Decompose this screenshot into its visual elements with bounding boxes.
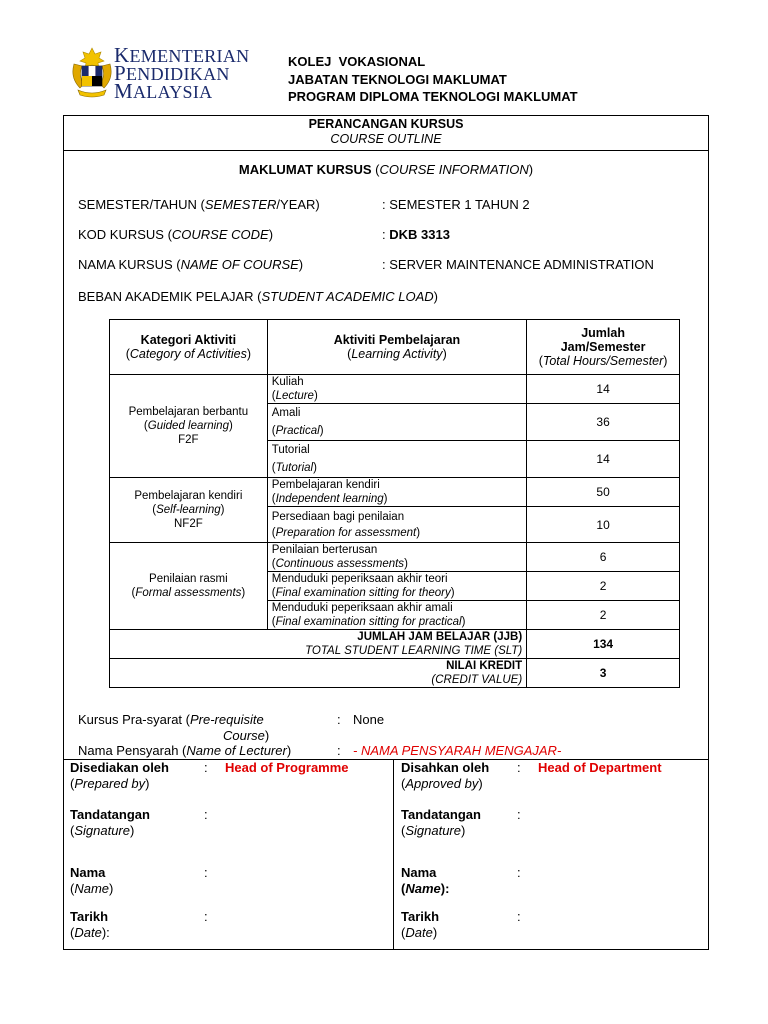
table-row: Pembelajaran berbantu (Guided learning) F2F Kuliah (Lecture) 14 xyxy=(110,375,680,404)
right-signature-label: Tandatangan (Signature) xyxy=(401,807,481,838)
hours-cell: 2 xyxy=(527,601,680,630)
left-name-label: Nama (Name) xyxy=(70,865,114,896)
table-header-row xyxy=(110,320,680,375)
credit-value: 3 xyxy=(527,659,680,688)
table-row: Menduduki peperiksaan akhir teori (Final examination sitting for theory) 2 xyxy=(110,572,680,601)
right-name-label: Nama (Name): xyxy=(401,865,450,896)
category-formal: Penilaian rasmi (Formal assessments) xyxy=(110,543,268,630)
hours-cell: 14 xyxy=(527,375,680,404)
header-hours: Jumlah Jam/Semester (Total Hours/Semester) xyxy=(527,320,680,375)
semester-label: SEMESTER/TAHUN (SEMESTER/YEAR) xyxy=(78,197,320,212)
approved-by-label: Disahkan oleh (Approved by) xyxy=(401,760,490,791)
hours-cell: 2 xyxy=(527,572,680,601)
table-row: Amali (Practical) 36 xyxy=(110,404,680,441)
hours-cell: 6 xyxy=(527,543,680,572)
section-heading: MAKLUMAT KURSUS (COURSE INFORMATION) xyxy=(238,162,534,177)
prerequisite-label: Kursus Pra-syarat (Pre-requisite Course) xyxy=(78,712,270,743)
prepared-by-value: Head of Programme xyxy=(225,760,349,775)
coat-of-arms-logo xyxy=(70,44,114,100)
header-category: Kategori Aktiviti (Category of Activities) xyxy=(110,320,268,375)
right-date-label: Tarikh (Date) xyxy=(401,909,440,940)
approved-by-value: Head of Department xyxy=(538,760,662,775)
hours-cell: 14 xyxy=(527,441,680,478)
table-row: Menduduki peperiksaan akhir amali (Final examination sitting for practical) 2 xyxy=(110,601,680,630)
hours-cell: 50 xyxy=(527,478,680,507)
document-title: PERANCANGAN KURSUS COURSE OUTLINE xyxy=(63,115,709,151)
table-row: Persediaan bagi penilaian (Preparation for assessment) 10 xyxy=(110,507,680,543)
course-name-value: : SERVER MAINTENANCE ADMINISTRATION xyxy=(382,257,654,272)
lecturer-label: Nama Pensyarah (Name of Lecturer) xyxy=(78,743,292,758)
institution-line-3: PROGRAM DIPLOMA TEKNOLOGI MAKLUMAT xyxy=(288,89,578,104)
hours-cell: 10 xyxy=(527,507,680,543)
course-code-label: KOD KURSUS (COURSE CODE) xyxy=(78,227,274,242)
prepared-by-label: Disediakan oleh (Prepared by) xyxy=(70,760,169,791)
prerequisite-colon: : xyxy=(337,712,341,727)
ministry-wordmark: KEMENTERIAN PENDIDIKAN MALAYSIA xyxy=(114,43,250,103)
total-value: 134 xyxy=(527,630,680,659)
table-row: Pembelajaran kendiri (Self-learning) NF2F Pembelajaran kendiri (Independent learning) 50 xyxy=(110,478,680,507)
table-row: Penilaian rasmi (Formal assessments) Penilaian berterusan (Continuous assessments) 6 xyxy=(110,543,680,572)
hours-cell: 36 xyxy=(527,404,680,441)
academic-load-label: BEBAN AKADEMIK PELAJAR (STUDENT ACADEMIC LOAD) xyxy=(78,289,439,304)
institution-line-2: JABATAN TEKNOLOGI MAKLUMAT xyxy=(288,71,507,87)
institution-header xyxy=(288,53,578,106)
academic-load-table xyxy=(109,319,680,688)
left-signature-label: Tandatangan (Signature) xyxy=(70,807,150,838)
course-name-label: NAMA KURSUS (NAME OF COURSE) xyxy=(78,257,304,272)
total-row: JUMLAH JAM BELAJAR (JJB) TOTAL STUDENT LEARNING TIME (SLT) 134 xyxy=(110,630,680,659)
prerequisite-value: None xyxy=(353,712,385,727)
left-date-label: Tarikh (Date): xyxy=(70,909,110,940)
signature-divider xyxy=(393,759,394,950)
credit-row: NILAI KREDIT (CREDIT VALUE) 3 xyxy=(110,659,680,688)
lecturer-value: - NAMA PENSYARAH MENGAJAR- xyxy=(353,743,562,758)
table-row: Tutorial (Tutorial) 14 xyxy=(110,441,680,478)
course-code-value: : DKB 3313 xyxy=(382,227,450,242)
category-self: Pembelajaran kendiri (Self-learning) NF2F xyxy=(110,478,268,543)
institution-line-1: KOLEJ VOKASIONAL xyxy=(288,54,426,69)
lecturer-colon: : xyxy=(337,743,341,758)
semester-value: : SEMESTER 1 TAHUN 2 xyxy=(382,197,530,212)
category-guided: Pembelajaran berbantu (Guided learning) F2F xyxy=(110,375,268,478)
header-activity: Aktiviti Pembelajaran (Learning Activity) xyxy=(267,320,526,375)
